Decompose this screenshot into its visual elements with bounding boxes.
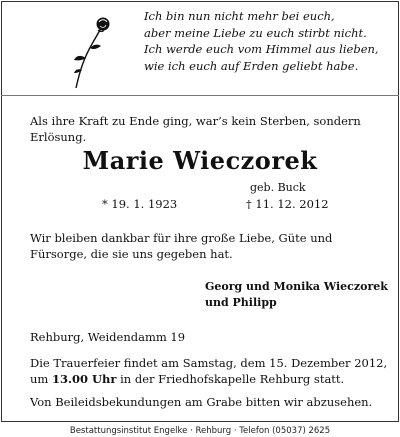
death-date: † 11. 12. 2012 xyxy=(246,197,329,211)
birth-date: * 19. 1. 1923 xyxy=(102,197,178,211)
thanks-text: Wir bleiben dankbar für ihre große Liebe, Güte und Fürsorge, die sie uns gegeben hat. xyxy=(30,231,333,261)
verse-line: aber meine Liebe zu euch stirbt nicht. xyxy=(144,25,367,40)
intro-text: Als ihre Kraft zu Ende ging, war’s kein Sterben, sondern Erlösung. xyxy=(30,114,361,144)
address-text: Rehburg, Weidendamm 19 xyxy=(30,330,186,344)
verse-line: wie ich euch auf Erden geliebt habe. xyxy=(144,58,359,73)
condolence-note: Von Beileidsbekundungen am Grabe bitten wir abzusehen. xyxy=(30,395,373,409)
maiden-name: geb. Buck xyxy=(250,181,306,194)
funeral-home-footer: Bestattungsinstitut Engelke · Rehburg · Telefon (05037) 2625 xyxy=(69,426,331,436)
divider-line xyxy=(1,95,399,96)
funeral-notice xyxy=(30,355,392,387)
funeral-text-end: in der Friedhofskapelle Rehburg statt. xyxy=(116,372,345,386)
signers-block xyxy=(205,279,395,311)
verse-line: Ich werde euch vom Himmel aus lieben, xyxy=(144,42,379,57)
funeral-time: 13.00 Uhr xyxy=(51,372,117,386)
signer-line: Georg und Monika Wieczorek xyxy=(205,280,388,293)
funeral-text-start: Die Trauerfeier findet am Samstag, dem 15. Dezember 2012, um xyxy=(30,356,388,386)
signer-line: und Philipp xyxy=(205,296,277,309)
deceased-name: Marie Wieczorek xyxy=(82,146,318,175)
verse-poem xyxy=(144,8,394,74)
verse-line: Ich bin nun nicht mehr bei euch, xyxy=(144,9,335,23)
rose-icon xyxy=(70,10,114,90)
